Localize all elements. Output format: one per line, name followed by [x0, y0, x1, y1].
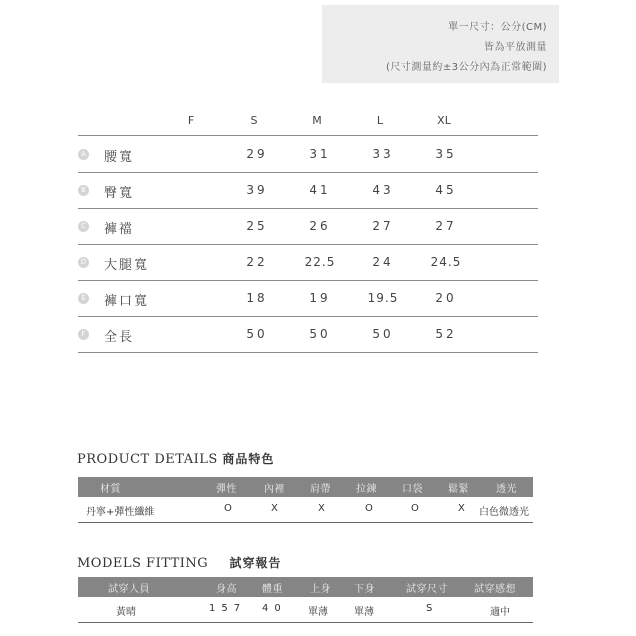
badge-icon: C: [78, 221, 89, 232]
size-value: 19: [309, 291, 331, 305]
size-value: 18: [246, 291, 268, 305]
size-value: 26: [309, 219, 331, 233]
models-fitting-title-en: MODELS FITTING: [77, 556, 209, 571]
value-sheer: 白色微透光: [479, 507, 529, 518]
product-details-values-row: [78, 498, 533, 523]
header-feedback: 試穿感想: [474, 584, 516, 595]
size-row-hip: [78, 172, 538, 209]
header-elastic: 鬆緊: [448, 484, 469, 495]
size-row-thigh: [78, 244, 538, 281]
header-material: 材質: [100, 484, 121, 495]
header-zipper: 拉鍊: [356, 484, 377, 495]
flat-measure-text: 皆為平放測量: [484, 42, 547, 53]
value-height: 157: [209, 603, 247, 614]
measure-label: 腰寬: [104, 150, 135, 165]
size-value: 29: [246, 147, 268, 161]
value-strap: X: [318, 503, 325, 514]
measure-label: 大腿寬: [104, 258, 150, 273]
value-stretch: O: [224, 503, 232, 514]
size-header-l: L: [376, 114, 384, 127]
product-details-title-zh: 商品特色: [222, 452, 275, 466]
size-value: 50: [372, 327, 394, 341]
size-value: 24.5: [430, 255, 462, 269]
product-details-title: [77, 450, 274, 467]
value-bottom: 單薄: [354, 607, 374, 618]
header-bottom: 下身: [354, 584, 375, 595]
size-value: 50: [246, 327, 268, 341]
header-model: 試穿人員: [108, 584, 150, 595]
value-lining: X: [271, 503, 278, 514]
value-elastic: X: [458, 503, 465, 514]
header-strap: 肩帶: [310, 484, 331, 495]
header-lining: 內裡: [264, 484, 285, 495]
badge-icon: B: [78, 185, 89, 196]
value-model: 黃晴: [116, 607, 136, 618]
product-details-header-bar: [78, 477, 533, 497]
size-value: 20: [435, 291, 457, 305]
models-fitting-values-row: [78, 598, 533, 623]
header-sheer: 透光: [496, 484, 517, 495]
size-value: 52: [435, 327, 457, 341]
size-value: 25: [246, 219, 268, 233]
header-weight: 體重: [262, 584, 283, 595]
size-value: 41: [309, 183, 331, 197]
value-material: 丹寧+彈性纖維: [86, 507, 155, 518]
measure-label: 全長: [104, 330, 135, 345]
size-value: 35: [435, 147, 457, 161]
size-value: 22.5: [304, 255, 336, 269]
header-top: 上身: [310, 584, 331, 595]
size-value: 33: [372, 147, 394, 161]
measure-label: 褲襠: [104, 222, 135, 237]
size-value: 24: [372, 255, 394, 269]
size-row-hem: [78, 280, 538, 317]
size-row-length: [78, 316, 538, 353]
size-row-waist: [78, 135, 538, 173]
unit-text: 單一尺寸：公分(CM): [448, 22, 547, 33]
value-zipper: O: [365, 503, 373, 514]
size-value: 27: [372, 219, 394, 233]
header-height: 身高: [216, 584, 237, 595]
size-header-f: F: [187, 114, 195, 127]
value-weight: 40: [262, 603, 287, 614]
models-fitting-title-zh: 試穿報告: [229, 556, 282, 570]
badge-icon: E: [78, 293, 89, 304]
size-value: 22: [246, 255, 268, 269]
size-value: 39: [246, 183, 268, 197]
size-value: 27: [435, 219, 457, 233]
size-value: 19.5: [367, 291, 399, 305]
tolerance-text: (尺寸測量約±3公分內為正常範圍): [385, 62, 547, 73]
badge-icon: A: [78, 149, 89, 160]
size-value: 50: [309, 327, 331, 341]
measure-label: 臀寬: [104, 186, 135, 201]
value-feedback: 適中: [490, 607, 510, 618]
models-fitting-title: [77, 554, 281, 571]
size-value: 31: [309, 147, 331, 161]
header-stretch: 彈性: [216, 484, 237, 495]
measurement-note: [322, 5, 559, 83]
models-fitting-header-bar: [78, 577, 533, 597]
measure-label: 褲口寬: [104, 294, 150, 309]
badge-icon: D: [78, 257, 89, 268]
size-row-rise: [78, 208, 538, 245]
size-header-s: S: [250, 114, 258, 127]
value-pocket: O: [411, 503, 419, 514]
badge-icon: F: [78, 329, 89, 340]
header-pocket: 口袋: [402, 484, 423, 495]
header-size: 試穿尺寸: [406, 584, 448, 595]
product-details-title-en: PRODUCT DETAILS: [77, 452, 218, 467]
size-header-xl: XL: [437, 114, 451, 127]
value-top: 單薄: [308, 607, 328, 618]
size-header-m: M: [312, 114, 322, 127]
size-value: 43: [372, 183, 394, 197]
size-value: 45: [435, 183, 457, 197]
value-size: S: [426, 603, 433, 614]
